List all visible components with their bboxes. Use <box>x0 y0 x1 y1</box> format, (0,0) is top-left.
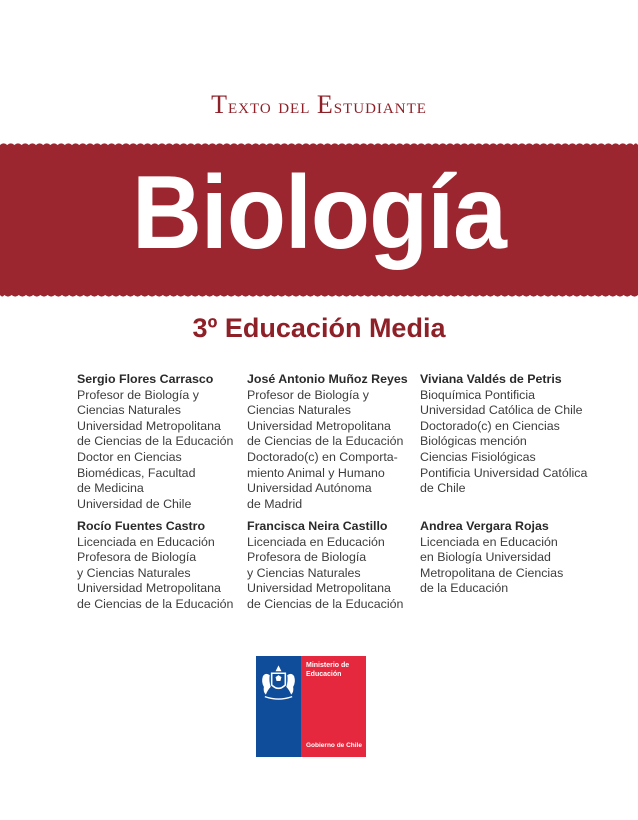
series-title <box>0 90 638 120</box>
author-block <box>247 519 403 613</box>
author-credential: miento Animal y Humano <box>247 465 385 480</box>
author-credential: Universidad Metropolitana <box>77 418 221 433</box>
book-title: Biología <box>131 155 507 271</box>
author-credential: Universidad Metropolitana <box>247 418 391 433</box>
author-credential: Ciencias Fisiológicas <box>420 449 536 464</box>
author-credential: Licenciada en Educación <box>77 534 215 549</box>
author-credential: Ciencias Naturales <box>77 403 181 418</box>
author-credential: Universidad de Chile <box>77 496 192 511</box>
author-name: Sergio Flores Carrasco <box>77 372 214 386</box>
author-credential: de Medicina <box>77 481 144 496</box>
author-credential: Profesor de Biología y <box>247 387 369 402</box>
author-credential: Licenciada en Educación <box>420 534 558 549</box>
author-credential: Universidad Metropolitana <box>77 581 221 596</box>
author-credential: en Biología Universidad <box>420 550 551 565</box>
series-word1-rest: exto <box>227 93 272 118</box>
author-credential: Biomédicas, Facultad <box>77 465 196 480</box>
author-credential: y Ciencias Naturales <box>247 565 361 580</box>
author-credential: de Madrid <box>247 496 303 511</box>
author-credential: de la Educación <box>420 581 509 596</box>
ministry-logo <box>256 656 366 757</box>
author-block <box>77 372 233 512</box>
education-level: 3º Educación Media <box>192 313 446 343</box>
author-credential: Doctorado(c) en Comporta- <box>247 449 398 464</box>
author-block <box>247 372 408 512</box>
author-name: Rocío Fuentes Castro <box>77 519 206 533</box>
author-name: Francisca Neira Castillo <box>247 519 388 533</box>
coat-of-arms-icon <box>259 662 298 702</box>
author-credential: Licenciada en Educación <box>247 534 385 549</box>
author-name: Viviana Valdés de Petris <box>420 372 562 386</box>
author-credential: Doctor en Ciencias <box>77 449 182 464</box>
author-credential: Doctorado(c) en Ciencias <box>420 418 560 433</box>
author-credential: de Ciencias de la Educación <box>247 434 404 449</box>
author-credential: Universidad Metropolitana <box>247 581 391 596</box>
series-word2: del <box>278 93 311 118</box>
author-name: Andrea Vergara Rojas <box>420 519 549 533</box>
author-credential: Metropolitana de Ciencias <box>420 565 564 580</box>
author-credential: de Chile <box>420 481 466 496</box>
ministry-name <box>306 662 364 679</box>
series-word3-rest: studiante <box>333 93 427 118</box>
series-word1-initial: T <box>211 90 228 119</box>
author-credential: de Ciencias de la Educación <box>77 596 234 611</box>
author-credential: Pontificia Universidad Católica <box>420 465 588 480</box>
series-word3-initial: E <box>316 90 334 119</box>
author-credential: Profesora de Biología <box>77 550 197 565</box>
government-label: Gobierno de Chile <box>306 742 362 749</box>
author-name: José Antonio Muñoz Reyes <box>247 372 408 386</box>
author-credential: Profesora de Biología <box>247 550 367 565</box>
author-block <box>77 519 233 613</box>
author-credential: Universidad Católica de Chile <box>420 403 583 418</box>
author-credential: y Ciencias Naturales <box>77 565 191 580</box>
author-credential: Ciencias Naturales <box>247 403 351 418</box>
author-credential: de Ciencias de la Educación <box>247 596 404 611</box>
ministry-line1: Ministerio de <box>306 662 350 669</box>
author-credential: Biológicas mención <box>420 434 527 449</box>
author-block <box>420 372 587 497</box>
author-credential: de Ciencias de la Educación <box>77 434 234 449</box>
ministry-line2: Educación <box>306 670 342 678</box>
author-block <box>420 519 563 597</box>
author-credential: Bioquímica Pontificia <box>420 387 536 402</box>
author-credential: Universidad Autónoma <box>247 481 372 496</box>
author-credential: Profesor de Biología y <box>77 387 199 402</box>
